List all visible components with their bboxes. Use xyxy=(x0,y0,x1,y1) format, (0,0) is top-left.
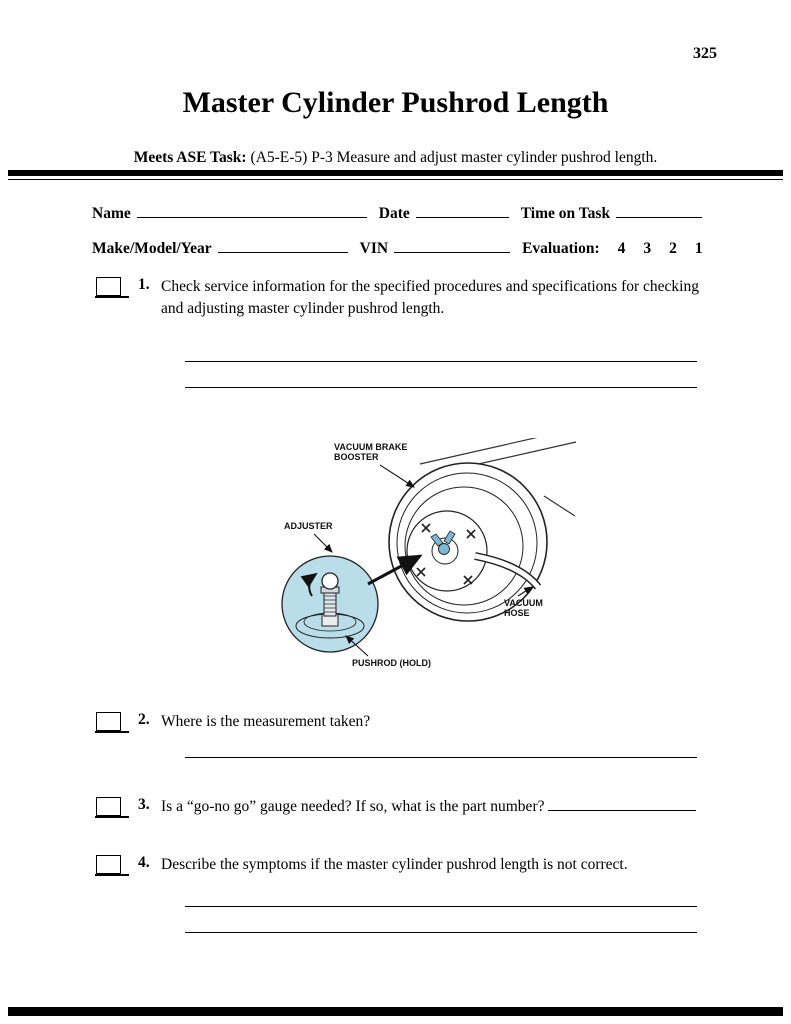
name-date-line xyxy=(92,201,690,223)
question-4-number: 4. xyxy=(138,854,150,871)
answer-blank-line[interactable] xyxy=(185,757,697,758)
ase-task-text: (A5-E-5) P-3 Measure and adjust master cylinder pushrod length. xyxy=(250,149,658,166)
evaluation-label: Evaluation: xyxy=(522,240,600,257)
question-3-text xyxy=(161,796,704,818)
answer-blank-line[interactable] xyxy=(185,387,697,388)
name-blank[interactable] xyxy=(137,201,367,218)
task-checkbox-2[interactable] xyxy=(95,710,129,733)
answer-blank-line[interactable] xyxy=(185,932,697,933)
question-3 xyxy=(95,796,704,819)
question-2-text: Where is the measurement taken? xyxy=(161,713,371,730)
footer-rule xyxy=(8,1007,783,1016)
booster-pointer-arrow xyxy=(380,465,414,487)
label-vacuum-brake-booster: VACUUM BRAKE xyxy=(334,442,408,452)
make-model-year-blank[interactable] xyxy=(218,236,348,253)
ase-task-label: Meets ASE Task: xyxy=(133,149,247,166)
checkbox-icon xyxy=(96,797,121,816)
question-1-text: Check service information for the specified procedures and specifications for checking and adjusting master cylinder pushrod length. xyxy=(161,278,699,318)
make-model-year-label: Make/Model/Year xyxy=(92,240,212,257)
evaluation-score-2[interactable]: 2 xyxy=(669,240,677,257)
task-checkbox-1[interactable] xyxy=(95,275,129,298)
answer-blank-line[interactable] xyxy=(185,361,697,362)
answer-blank-line[interactable] xyxy=(185,906,697,907)
page-number: 325 xyxy=(693,45,717,62)
task-checkbox-4[interactable] xyxy=(95,853,129,876)
name-label: Name xyxy=(92,205,131,222)
evaluation-score-3[interactable]: 3 xyxy=(643,240,652,257)
question-4 xyxy=(95,854,704,877)
question-2-number: 2. xyxy=(138,711,150,728)
time-on-task-blank[interactable] xyxy=(616,201,702,218)
header-rule xyxy=(8,170,783,180)
vin-label: VIN xyxy=(359,240,389,257)
time-on-task-label: Time on Task xyxy=(520,205,611,222)
page-title: Master Cylinder Pushrod Length xyxy=(182,86,609,119)
ase-task-line xyxy=(0,149,791,167)
question-4-text: Describe the symptoms if the master cylinder pushrod length is not correct. xyxy=(161,856,628,873)
question-2 xyxy=(95,711,704,734)
task-checkbox-3[interactable] xyxy=(95,795,129,818)
checkbox-icon xyxy=(96,855,121,874)
vin-blank[interactable] xyxy=(394,236,510,253)
adjuster-pointer-arrow xyxy=(314,534,332,552)
brake-booster-diagram xyxy=(268,438,578,683)
question-3-number: 3. xyxy=(138,796,150,813)
label-vacuum-hose-2: HOSE xyxy=(504,608,530,618)
question-1-number: 1. xyxy=(138,276,150,293)
label-adjuster: ADJUSTER xyxy=(284,521,333,531)
evaluation-score-1[interactable]: 1 xyxy=(694,240,703,257)
date-blank[interactable] xyxy=(416,201,509,218)
label-vacuum-hose: VACUUM xyxy=(504,598,543,608)
question-3-text-content: Is a “go-no go” gauge needed? If so, what is the part number? xyxy=(161,798,545,815)
evaluation-score-4[interactable]: 4 xyxy=(617,240,626,257)
part-number-blank[interactable] xyxy=(548,797,696,811)
date-label: Date xyxy=(378,205,410,222)
label-pushrod-hold: PUSHROD (HOLD) xyxy=(352,658,431,668)
magnifier-detail xyxy=(282,556,378,652)
question-1 xyxy=(95,276,704,321)
vehicle-line xyxy=(92,236,703,258)
checkbox-icon xyxy=(96,277,121,296)
label-vacuum-brake-booster-2: BOOSTER xyxy=(334,452,379,462)
checkbox-icon xyxy=(96,712,121,731)
